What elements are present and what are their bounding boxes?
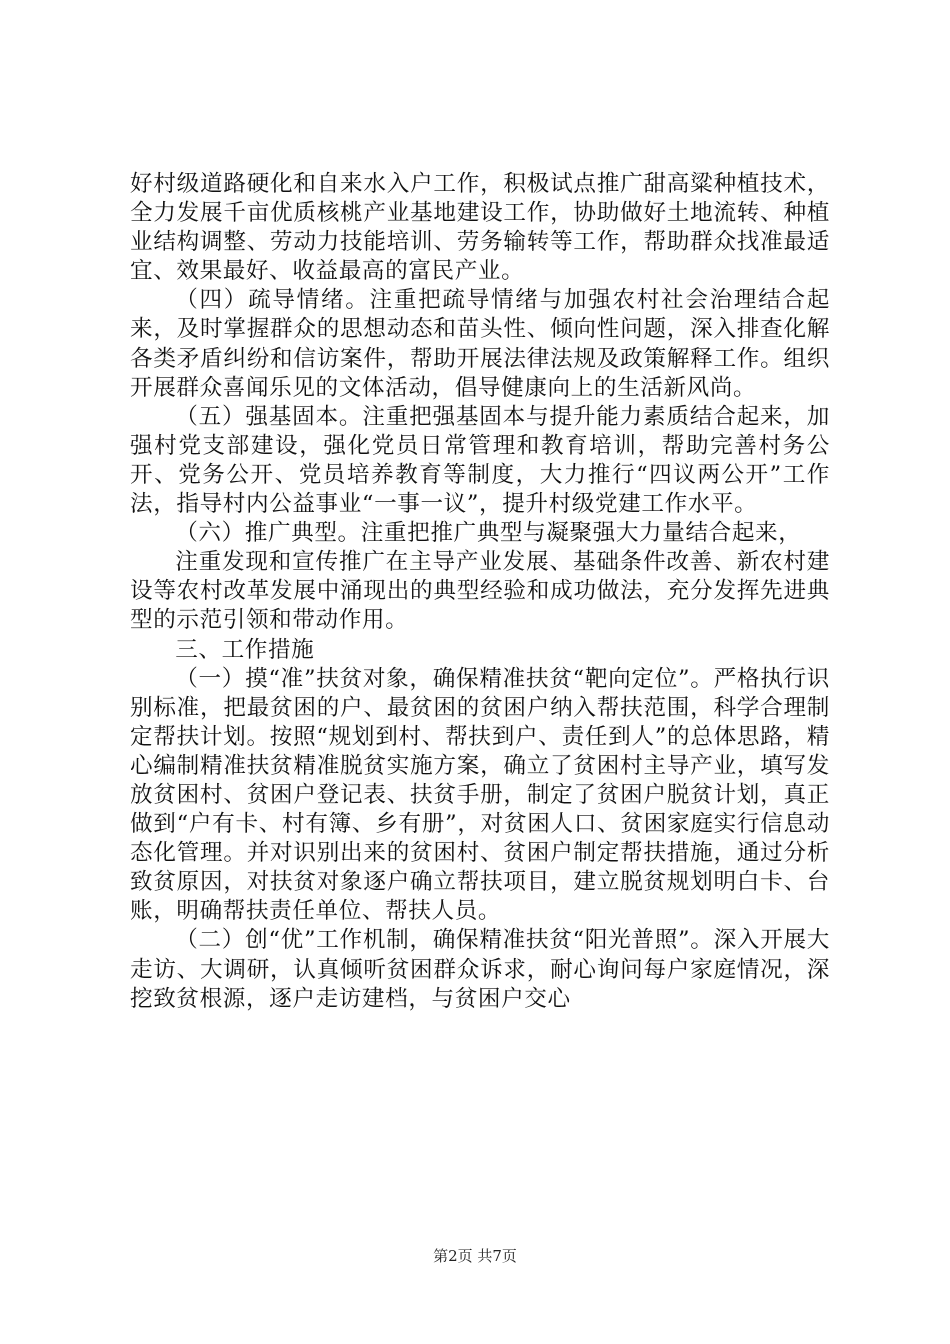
paragraph-measure-1: （一）摸“准”扶贫对象，确保精准扶贫“靶向定位”。严格执行识别标准，把最贫困的户、最贫困的贫困户纳入帮扶范围，科学合理制定帮扶计划。按照“规划到村、帮扶到户、责任到人”的总体思路，精心编制精准扶贫精准脱贫实施方案，确立了贫困村主导产业，填写发放贫困村、贫困户登记表、扶贫手册，制定了贫困户脱贫计划，真正做到“户有卡、村有簿、乡有册”，对贫困人口、贫困家庭实行信息动态化管理。并对识别出来的贫困村、贫困户制定帮扶措施，通过分析致贫原因，对扶贫对象逐户确立帮扶项目，建立脱贫规划明白卡、台账，明确帮扶责任单位、帮扶人员。	[130, 665, 830, 925]
paragraph-measure-2: （二）创“优”工作机制，确保精准扶贫“阳光普照”。深入开展大走访、大调研，认真倾听贫困群众诉求，耐心询问每户家庭情况，深挖致贫根源，逐户走访建档，与贫困户交心	[130, 927, 830, 1012]
paragraph-section-4: （四）疏导情绪。注重把疏导情绪与加强农村社会治理结合起来，及时掌握群众的思想动态和苗头性、倾向性问题，深入排查化解各类矛盾纠纷和信访案件，帮助开展法律法规及政策解释工作。组织开展群众喜闻乐见的文体活动，倡导健康向上的生活新风尚。	[130, 287, 830, 401]
paragraph-section-6-detail: 注重发现和宣传推广在主导产业发展、基础条件改善、新农村建设等农村改革发展中涌现出的典型经验和成功做法，充分发挥先进典型的示范引领和带动作用。	[130, 549, 830, 634]
paragraph-section-5: （五）强基固本。注重把强基固本与提升能力素质结合起来，加强村党支部建设，强化党员日常管理和教育培训，帮助完善村务公开、党务公开、党员培养教育等制度，大力推行“四议两公开”工作法，指导村内公益事业“一事一议”，提升村级党建工作水平。	[130, 403, 830, 518]
section-heading-work-measures: 三、工作措施	[175, 636, 315, 663]
paragraph-continued: 好村级道路硬化和自来水入户工作，积极试点推广甜高粱种植技术，全力发展千亩优质核桃产业基地建设工作，协助做好土地流转、种植业结构调整、劳动力技能培训、劳务输转等工作，帮助群众找准最适宜、效果最好、收益最高的富民产业。	[130, 171, 830, 285]
paragraph-section-6: （六）推广典型。注重把推广典型与凝聚强大力量结合起来，	[175, 520, 802, 547]
document-body	[130, 170, 830, 1014]
page-number-footer: 第2页 共7页	[433, 1247, 517, 1265]
